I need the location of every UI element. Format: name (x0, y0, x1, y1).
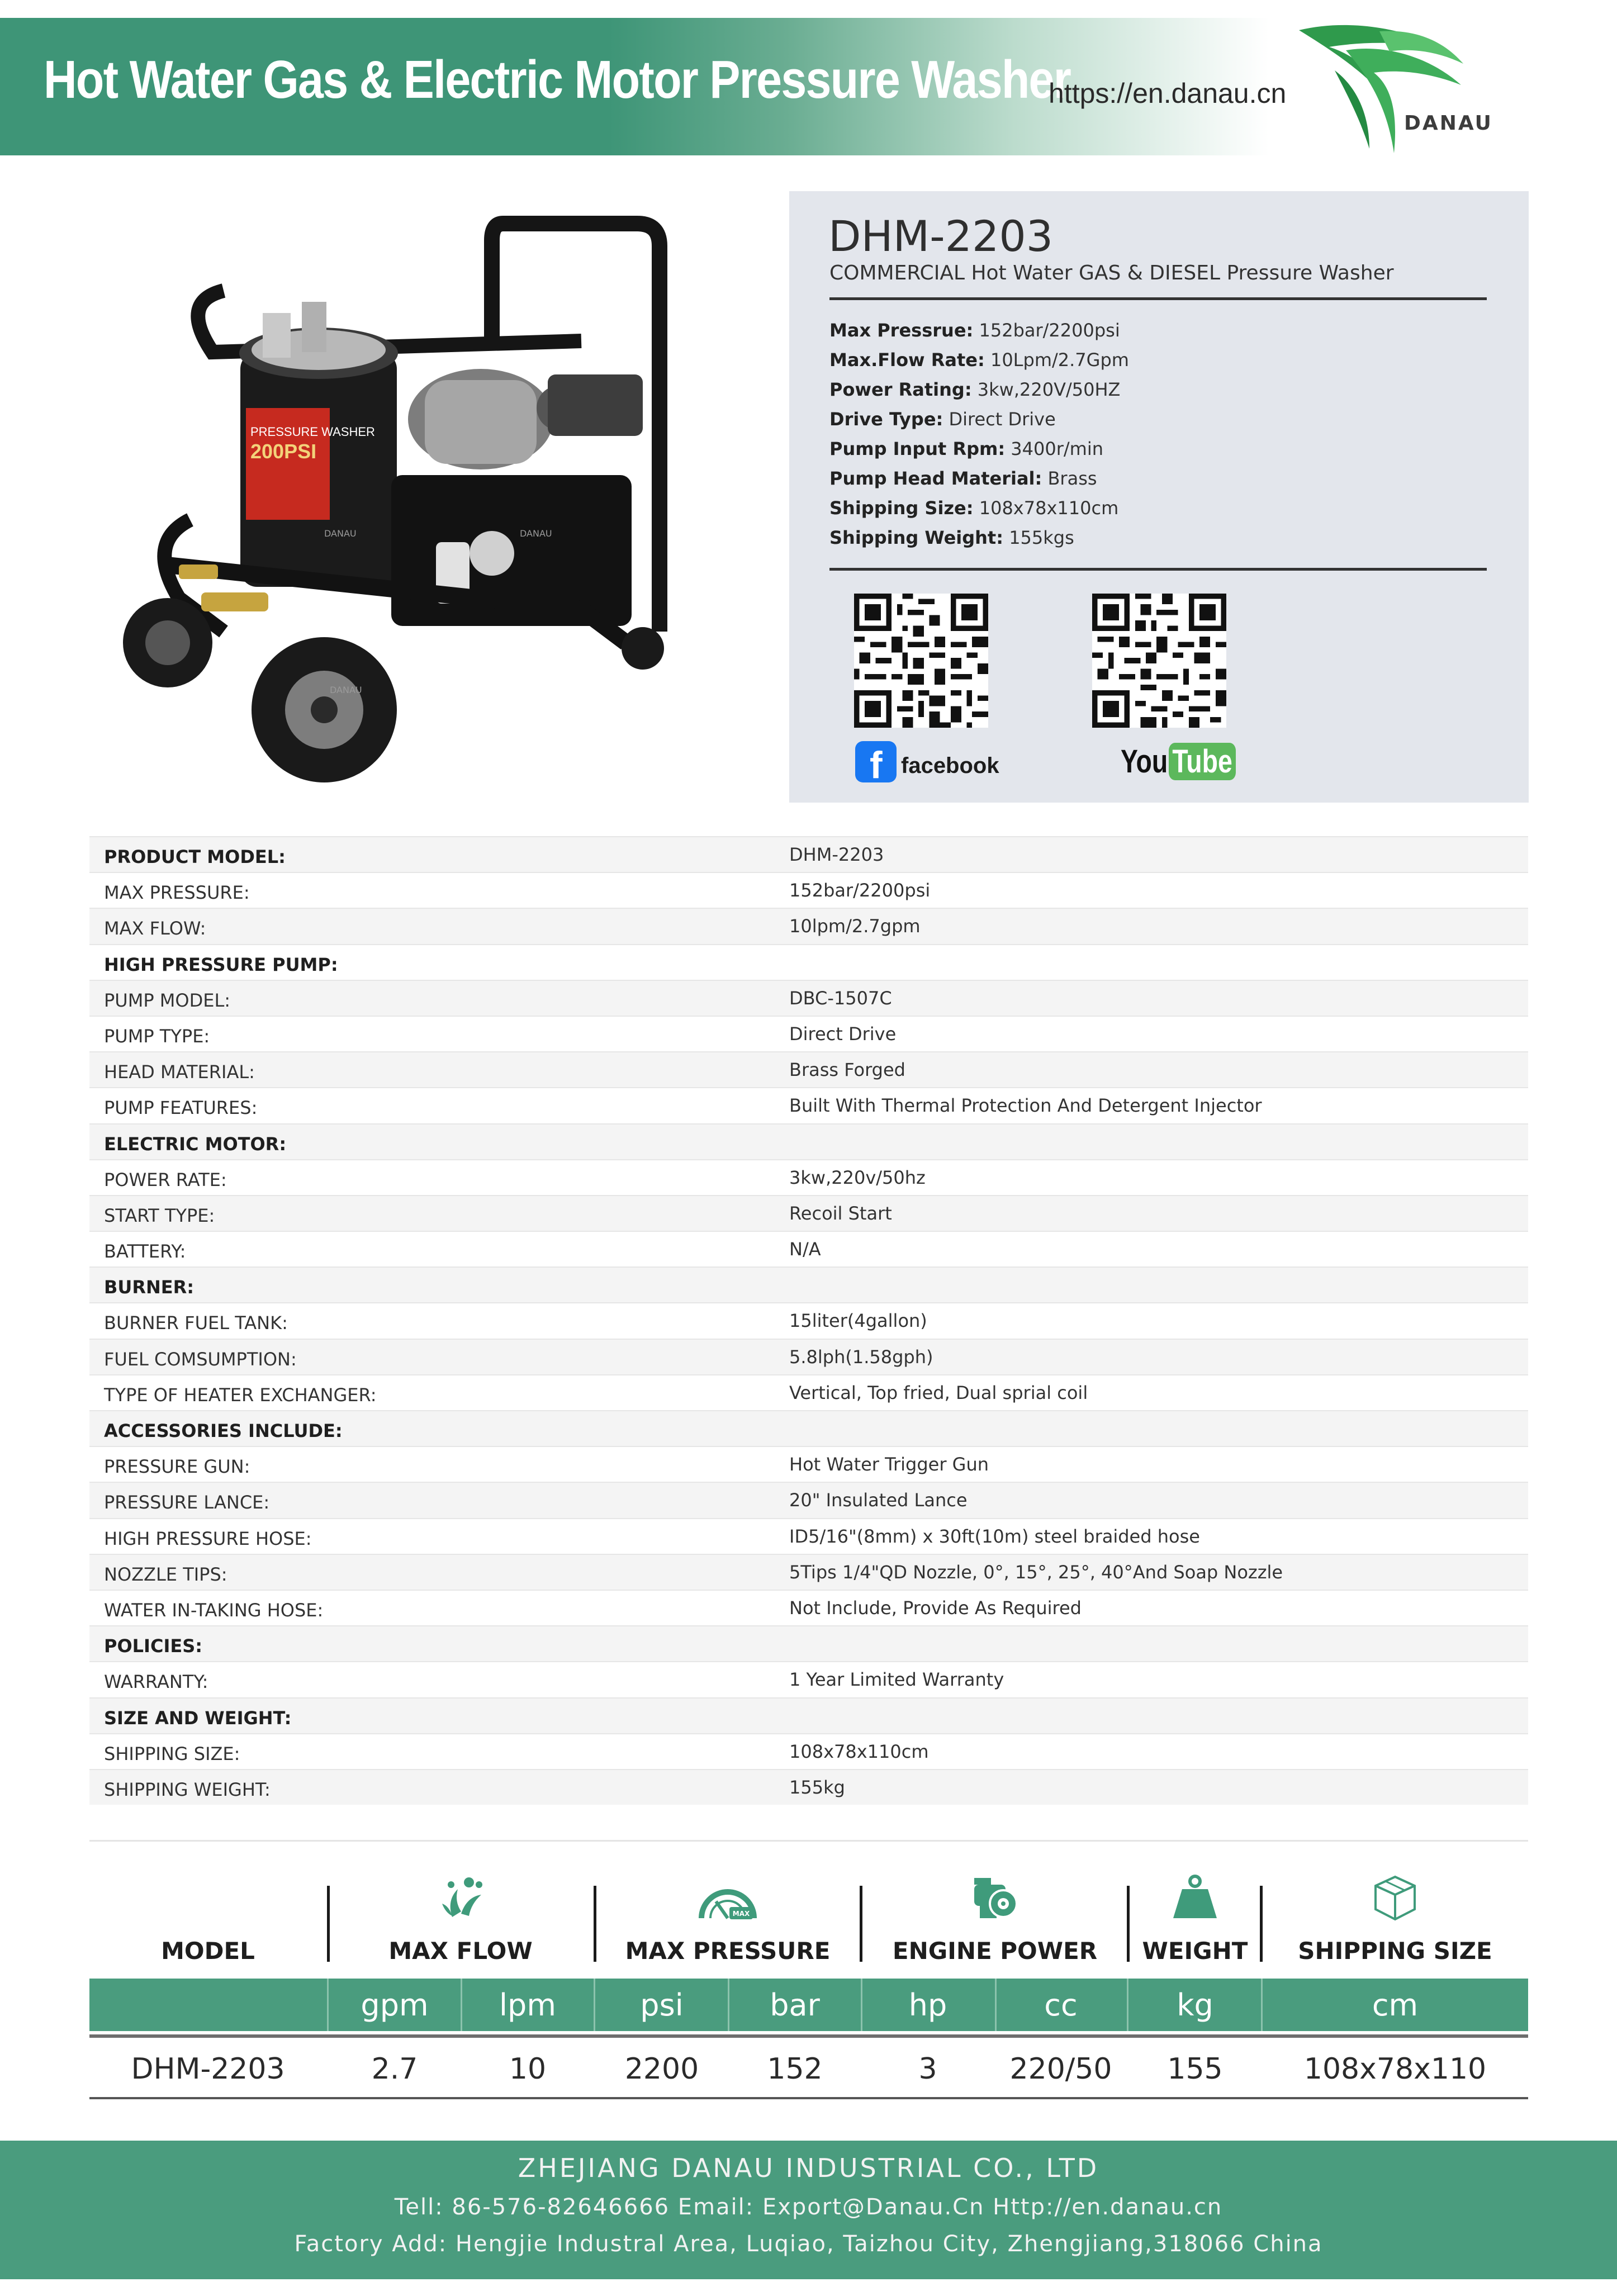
spec-row-label: SHIPPING SIZE: (104, 1743, 240, 1764)
spec-row (89, 980, 1528, 1016)
spec-row-value: DHM-2203 (789, 844, 884, 865)
spec-row (89, 872, 1528, 908)
spec-line (829, 494, 1487, 523)
spec-line-label: Max.Flow Rate: (829, 349, 985, 371)
spec-row-value: Recoil Start (789, 1202, 892, 1224)
spec-row-label: HEAD MATERIAL: (104, 1061, 255, 1083)
spec-row (89, 908, 1528, 943)
unit-separator (861, 1979, 862, 2031)
spec-section-row (89, 1410, 1528, 1446)
spec-divider (829, 568, 1487, 571)
spec-row (89, 1231, 1528, 1266)
summary-value-kg: 155 (1167, 2052, 1223, 2086)
watermark-text: DANAU (324, 528, 357, 539)
spec-row (89, 1339, 1528, 1374)
spec-row-value: ID5/16"(8mm) x 30ft(10m) steel braided hose (789, 1525, 1200, 1547)
spec-row-value: Built With Thermal Protection And Detergent Injector (789, 1095, 1262, 1117)
spec-section-row (89, 944, 1528, 980)
spec-row (89, 1554, 1528, 1590)
spec-line-label: Shipping Size: (829, 497, 974, 519)
spec-row-value: DBC-1507C (789, 987, 892, 1009)
spec-row-value: 5Tips 1/4"QD Nozzle, 0°, 15°, 25°, 40°And Soap Nozzle (789, 1561, 1283, 1583)
facebook-qr-code[interactable] (854, 594, 988, 728)
spec-row-value: 3kw,220v/50hz (789, 1166, 926, 1188)
unit-separator (1127, 1979, 1128, 2031)
summary-value-lpm: 10 (509, 2052, 547, 2086)
summary-value-gpm: 2.7 (371, 2052, 418, 2086)
spec-line (829, 345, 1487, 375)
spec-line (829, 316, 1487, 345)
spec-row-label: NOZZLE TIPS: (104, 1563, 227, 1585)
spec-section-heading: BURNER: (104, 1277, 195, 1298)
spec-row-value: Brass Forged (789, 1059, 905, 1081)
unit-cc: cc (1044, 1987, 1078, 2023)
facebook-glyph: f (870, 744, 883, 786)
spec-line-value: 152bar/2200psi (979, 320, 1120, 341)
unit-gpm: gpm (361, 1987, 429, 2023)
spec-row (89, 1482, 1528, 1517)
spec-section-row (89, 1697, 1528, 1733)
spec-subtitle: COMMERCIAL Hot Water GAS & DIESEL Pressure Washer (829, 262, 1394, 284)
spec-model-name: DHM-2203 (828, 211, 1054, 261)
spec-row-label: WATER IN-TAKING HOSE: (104, 1599, 324, 1621)
spec-row (89, 1016, 1528, 1051)
spec-row (89, 1051, 1528, 1087)
spec-section-heading: POLICIES: (104, 1635, 203, 1657)
header-url-link[interactable]: https://en.danau.cn (1049, 78, 1287, 109)
unit-bar: bar (770, 1987, 820, 2023)
spec-row-label: PUMP TYPE: (104, 1025, 210, 1047)
spec-line-value: 3kw,220V/50HZ (977, 379, 1121, 400)
spec-line (829, 405, 1487, 434)
spec-row (89, 1159, 1528, 1195)
engine-icon (970, 1872, 1020, 1923)
spec-section-heading: PRODUCT MODEL: (104, 846, 286, 867)
tank-label-psi: 200PSI (250, 440, 317, 463)
spec-row-label: POWER RATE: (104, 1169, 227, 1190)
spec-line (829, 434, 1487, 464)
spec-line-label: Power Rating: (829, 379, 972, 400)
danau-logo (1296, 15, 1463, 160)
pressure-gauge-icon (697, 1872, 758, 1923)
summary-bottom-rule (89, 2097, 1528, 2099)
spec-row-value: Vertical, Top fried, Dual sprial coil (789, 1382, 1088, 1403)
spec-row-value: 10lpm/2.7gpm (789, 915, 921, 937)
youtube-you: You (1121, 743, 1168, 780)
tank-label-text: PRESSURE WASHER (250, 425, 375, 439)
spec-row-value: Hot Water Trigger Gun (789, 1454, 989, 1476)
summary-header-max-flow: MAX FLOW (388, 1937, 533, 1965)
spec-section-heading: SIZE AND WEIGHT: (104, 1707, 292, 1729)
spec-row-value: 15liter(4gallon) (789, 1310, 927, 1332)
unit-separator (327, 1979, 329, 2031)
youtube-tube: Tube (1169, 743, 1236, 780)
box-icon (1370, 1872, 1420, 1923)
unit-separator (728, 1979, 729, 2031)
column-divider (594, 1886, 596, 1962)
spec-line-value: 155kgs (1009, 527, 1074, 548)
summary-value-hp: 3 (918, 2052, 937, 2086)
spec-row-label: MAX FLOW: (104, 918, 206, 940)
spec-divider (829, 297, 1487, 300)
spec-line-label: Pump Input Rpm: (829, 438, 1006, 459)
spec-line-value: Brass (1047, 468, 1097, 489)
spec-section-row (89, 1123, 1528, 1159)
gauge-max-label: MAX (732, 1910, 750, 1918)
summary-header-engine-power: ENGINE POWER (892, 1937, 1098, 1965)
spec-row-label: MAX PRESSURE: (104, 882, 250, 904)
unit-hp: hp (908, 1987, 947, 2023)
summary-header-shipping-size: SHIPPING SIZE (1298, 1937, 1492, 1965)
footer-contact: Tell: 86-576-82646666 Email: Export@Danau.Cn Http://en.danau.cn (394, 2194, 1223, 2220)
spec-row (89, 1769, 1528, 1805)
summary-rule (89, 2034, 1528, 2038)
spec-line-value: 10Lpm/2.7Gpm (990, 349, 1129, 371)
spec-line-label: Max Pressrue: (829, 320, 974, 341)
spec-row-label: TYPE OF HEATER EXCHANGER: (104, 1384, 377, 1406)
spec-line-value: 3400r/min (1011, 438, 1104, 459)
summary-model-value: DHM-2203 (131, 2052, 285, 2086)
spec-section-heading: HIGH PRESSURE PUMP: (104, 953, 338, 975)
unit-cm: cm (1372, 1987, 1419, 2023)
facebook-icon[interactable] (855, 741, 897, 786)
page-title: Hot Water Gas & Electric Motor Pressure Washer (44, 50, 1071, 110)
youtube-qr-code[interactable] (1092, 594, 1226, 728)
spec-row (89, 1374, 1528, 1410)
summary-header-model: MODEL (161, 1937, 255, 1965)
spec-row-value: 155kg (789, 1776, 845, 1798)
spec-row-label: BATTERY: (104, 1241, 186, 1263)
unit-separator (461, 1979, 462, 2031)
summary-value-cm: 108x78x110 (1303, 2052, 1487, 2086)
spec-row (89, 1661, 1528, 1697)
logo-wordmark: DANAU (1404, 112, 1493, 135)
spec-line-value: 108x78x110cm (979, 497, 1119, 519)
watermark-text: DANAU (520, 528, 552, 539)
spec-row-value: 1 Year Limited Warranty (789, 1669, 1004, 1691)
spec-row-label: PRESSURE GUN: (104, 1456, 250, 1478)
spec-row-value: N/A (789, 1239, 821, 1260)
summary-value-cc: 220/50 (1009, 2052, 1112, 2086)
spec-row (89, 1733, 1528, 1769)
watermark-text: DANAU (330, 685, 362, 695)
summary-value-bar: 152 (767, 2052, 823, 2086)
spec-list (829, 316, 1487, 553)
spec-line (829, 375, 1487, 405)
spec-row-label: FUEL COMSUMPTION: (104, 1348, 297, 1370)
spec-row-label: PRESSURE LANCE: (104, 1492, 270, 1514)
spec-line-label: Shipping Weight: (829, 527, 1004, 548)
weight-icon (1170, 1872, 1220, 1923)
spec-row-value: 108x78x110cm (789, 1740, 929, 1762)
spec-row-label: WARRANTY: (104, 1671, 208, 1693)
spec-row-label: BURNER FUEL TANK: (104, 1312, 288, 1334)
spec-row-label: SHIPPING WEIGHT: (104, 1778, 271, 1800)
summary-top-rule (89, 1840, 1528, 1842)
spec-row-label: START TYPE: (104, 1204, 215, 1226)
spec-table (89, 836, 1528, 1805)
spec-section-heading: ACCESSORIES INCLUDE: (104, 1420, 343, 1441)
column-divider (1127, 1886, 1130, 1962)
unit-separator (594, 1979, 595, 2031)
spec-section-row (89, 1266, 1528, 1302)
spec-section-row (89, 1625, 1528, 1661)
spec-row-value: Direct Drive (789, 1023, 897, 1045)
unit-lpm: lpm (499, 1987, 556, 2023)
spec-row-value: 20" Insulated Lance (789, 1489, 968, 1511)
youtube-logo[interactable] (1109, 739, 1253, 784)
spec-row (89, 1195, 1528, 1231)
spec-row-label: HIGH PRESSURE HOSE: (104, 1527, 312, 1549)
column-divider (860, 1886, 862, 1962)
footer-company: ZHEJIANG DANAU INDUSTRIAL CO., LTD (518, 2153, 1099, 2183)
footer-address: Factory Add: Hengjie Industral Area, Luqiao, Taizhou City, Zhengjiang,318066 China (294, 2231, 1323, 2257)
footer (0, 2141, 1617, 2279)
spec-line-value: Direct Drive (949, 409, 1056, 430)
spec-row (89, 1446, 1528, 1482)
facebook-label[interactable]: facebook (901, 753, 999, 778)
pressure-washer-photo (78, 207, 704, 788)
unit-psi: psi (640, 1987, 684, 2023)
spec-section-row (89, 836, 1528, 872)
column-divider (327, 1886, 330, 1962)
spec-line-label: Pump Head Material: (829, 468, 1042, 489)
summary-value-psi: 2200 (624, 2052, 699, 2086)
summary-header-weight: WEIGHT (1142, 1937, 1248, 1965)
spec-row (89, 1087, 1528, 1123)
spec-row-label: PUMP MODEL: (104, 989, 231, 1011)
spec-line-label: Drive Type: (829, 409, 943, 430)
unit-kg: kg (1177, 1987, 1213, 2023)
spec-line (829, 464, 1487, 494)
spec-section-heading: ELECTRIC MOTOR: (104, 1133, 287, 1155)
unit-separator (995, 1979, 997, 2031)
summary-header-max-pressure: MAX PRESSURE (625, 1937, 831, 1965)
spec-row (89, 1302, 1528, 1338)
column-divider (1260, 1886, 1263, 1962)
spec-row (89, 1590, 1528, 1625)
spec-line (829, 523, 1487, 553)
spec-row-value: Not Include, Provide As Required (789, 1597, 1082, 1619)
spec-row-label: PUMP FEATURES: (104, 1097, 258, 1119)
unit-separator (1261, 1979, 1263, 2031)
spec-row (89, 1518, 1528, 1554)
spec-row-value: 152bar/2200psi (789, 880, 931, 902)
water-splash-icon (435, 1872, 486, 1923)
spec-row-value: 5.8lph(1.58gph) (789, 1346, 933, 1368)
